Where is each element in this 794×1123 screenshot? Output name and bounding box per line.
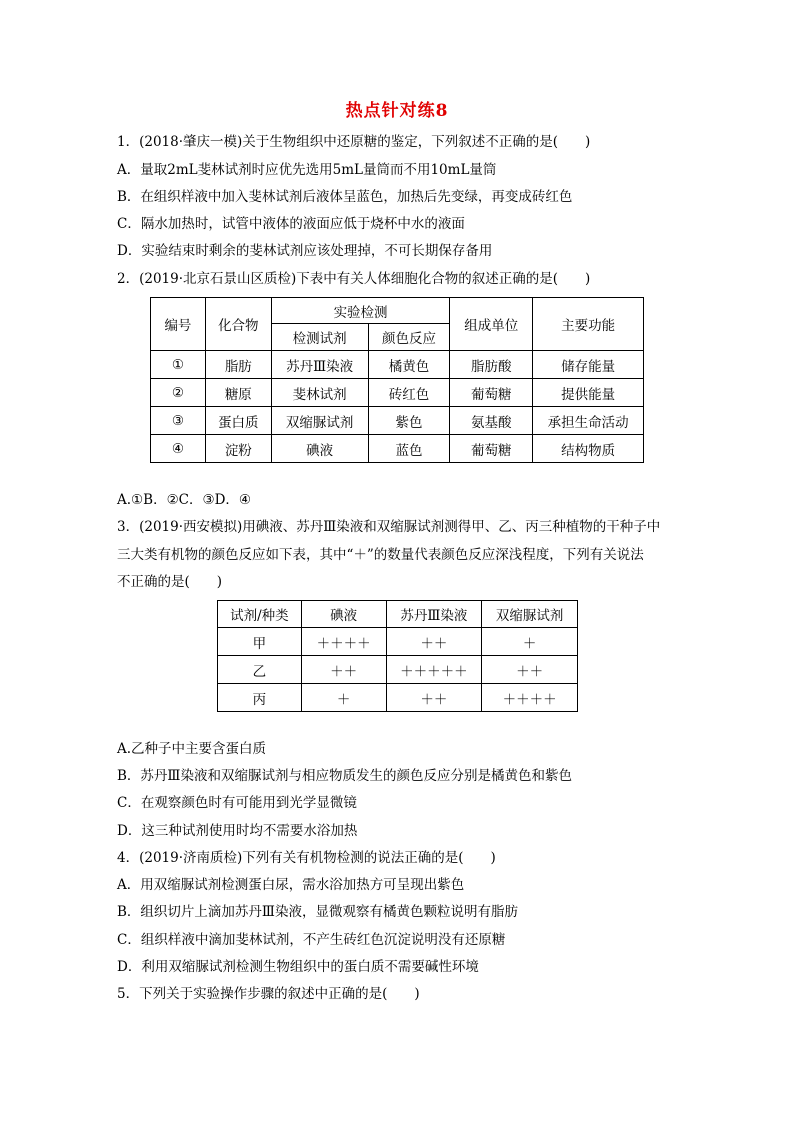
q3-stem-line-2: 三大类有机物的颜色反应如下表，其中“＋”的数量代表颜色反应深浅程度，下列有关说法 — [117, 547, 644, 563]
q3-cell: ＋＋＋＋＋ — [386, 656, 482, 684]
q3-cell: 甲 — [218, 628, 302, 656]
q2-cell: 脂肪酸 — [450, 351, 533, 379]
q2-cell: ① — [151, 351, 206, 379]
q2-cell: 脂肪 — [205, 351, 271, 379]
q4-option-a: A．用双缩脲试剂检测蛋白尿，需水浴加热方可呈现出紫色 — [117, 877, 465, 893]
q2-cell: 提供能量 — [533, 379, 644, 407]
q1-stem: 1．(2018·肇庆一模)关于生物组织中还原糖的鉴定，下列叙述不正确的是( ) — [117, 134, 591, 150]
q3-table — [217, 600, 578, 712]
q3-header-cell: 双缩脲试剂 — [482, 601, 578, 628]
q2-cell: 氨基酸 — [450, 407, 533, 435]
q2-stem: 2．(2019·北京石景山区质检)下表中有关人体细胞化合物的叙述正确的是( ) — [117, 271, 591, 287]
q3-header-cell: 试剂/种类 — [218, 601, 302, 628]
q1-option-d: D．实验结束时剩余的斐林试剂应该处理掉，不可长期保存备用 — [117, 243, 493, 259]
q2-cell: 承担生命活动 — [533, 407, 644, 435]
q3-table-row — [218, 656, 578, 684]
q3-cell: ＋＋ — [386, 628, 482, 656]
q2-header-function: 主要功能 — [533, 298, 644, 351]
q2-cell: 储存能量 — [533, 351, 644, 379]
q3-table-row — [218, 684, 578, 712]
q3-table-row — [218, 628, 578, 656]
page-title: 热点针对练8 — [345, 101, 449, 121]
q3-cell: ＋＋＋＋ — [301, 628, 386, 656]
q2-header-color: 颜色反应 — [368, 324, 450, 351]
q4-option-b: B．组织切片上滴加苏丹Ⅲ染液，显微观察有橘黄色颗粒说明有脂肪 — [117, 904, 518, 920]
q2-cell: 碘液 — [271, 435, 368, 463]
q2-table-row — [151, 379, 644, 407]
q1-option-a: A．量取2mL斐林试剂时应优先选用5mL量筒而不用10mL量筒 — [117, 162, 497, 178]
q2-cell: 砖红色 — [368, 379, 450, 407]
q3-cell: ＋ — [482, 628, 578, 656]
q2-header-unit: 组成单位 — [450, 298, 533, 351]
q2-table — [150, 297, 644, 463]
q5-stem: 5．下列关于实验操作步骤的叙述中正确的是( ) — [117, 986, 420, 1002]
q1-option-b: B．在组织样液中加入斐林试剂后液体呈蓝色，加热后先变绿，再变成砖红色 — [117, 189, 573, 205]
q2-cell: 结构物质 — [533, 435, 644, 463]
q3-cell: ＋＋＋＋ — [482, 684, 578, 712]
q2-table-row — [151, 435, 644, 463]
q2-cell: 蛋白质 — [205, 407, 271, 435]
q4-option-c: C．组织样液中滴加斐林试剂，不产生砖红色沉淀说明没有还原糖 — [117, 932, 506, 948]
q2-cell: 蓝色 — [368, 435, 450, 463]
q2-header-compound: 化合物 — [205, 298, 271, 351]
q2-cell: 葡萄糖 — [450, 379, 533, 407]
q3-stem-line-3: 不正确的是( ) — [117, 574, 223, 590]
q3-cell: ＋ — [301, 684, 386, 712]
q2-cell: ③ — [151, 407, 206, 435]
q3-cell: ＋＋ — [482, 656, 578, 684]
q2-table-row — [151, 407, 644, 435]
q2-cell: 紫色 — [368, 407, 450, 435]
q2-table-row — [151, 351, 644, 379]
q3-cell: 乙 — [218, 656, 302, 684]
q3-option-a: A.乙种子中主要含蛋白质 — [117, 741, 267, 757]
q3-header-cell: 碘液 — [301, 601, 386, 628]
q3-cell: ＋＋ — [386, 684, 482, 712]
q2-cell: ④ — [151, 435, 206, 463]
q3-option-b: B．苏丹Ⅲ染液和双缩脲试剂与相应物质发生的颜色反应分别是橘黄色和紫色 — [117, 768, 572, 784]
q3-option-d: D．这三种试剂使用时均不需要水浴加热 — [117, 823, 358, 839]
q2-cell: 苏丹Ⅲ染液 — [271, 351, 368, 379]
q3-header-cell: 苏丹Ⅲ染液 — [386, 601, 482, 628]
q3-option-c: C．在观察颜色时有可能用到光学显微镜 — [117, 795, 357, 811]
q4-stem: 4．(2019·济南质检)下列有关有机物检测的说法正确的是( ) — [117, 850, 496, 866]
q2-cell: 双缩脲试剂 — [271, 407, 368, 435]
q2-options: A.①B．②C．③D．④ — [117, 492, 252, 508]
q2-header-no: 编号 — [151, 298, 206, 351]
q3-cell: ＋＋ — [301, 656, 386, 684]
q2-header-detect: 实验检测 — [271, 298, 450, 324]
q2-header-reagent: 检测试剂 — [271, 324, 368, 351]
q2-cell: 葡萄糖 — [450, 435, 533, 463]
q2-cell: 橘黄色 — [368, 351, 450, 379]
q2-cell: 斐林试剂 — [271, 379, 368, 407]
q2-cell: ② — [151, 379, 206, 407]
q2-cell: 糖原 — [205, 379, 271, 407]
q1-option-c: C．隔水加热时，试管中液体的液面应低于烧杯中水的液面 — [117, 216, 465, 232]
q3-stem-line-1: 3．(2019·西安模拟)用碘液、苏丹Ⅲ染液和双缩脲试剂测得甲、乙、丙三种植物的干种子中 — [117, 519, 661, 535]
q3-cell: 丙 — [218, 684, 302, 712]
q4-option-d: D．利用双缩脲试剂检测生物组织中的蛋白质不需要碱性环境 — [117, 959, 479, 975]
q2-cell: 淀粉 — [205, 435, 271, 463]
